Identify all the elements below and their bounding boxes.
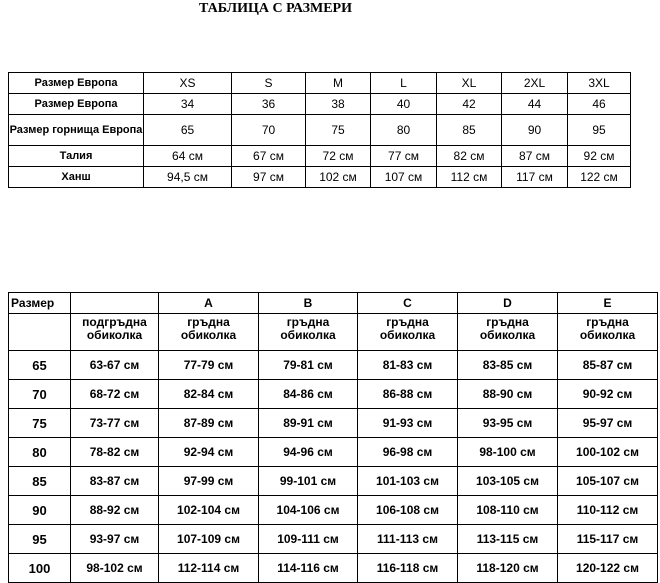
row-label: Размер Европа: [9, 73, 144, 94]
table-cell: 87 см: [502, 146, 568, 167]
underbust-value: 98-102 см: [71, 554, 159, 583]
band-size: 90: [9, 496, 71, 525]
bust-value: 107-109 см: [159, 525, 259, 554]
table-cell: 2XL: [502, 73, 568, 94]
underbust-value: 88-92 см: [71, 496, 159, 525]
bust-value: 85-87 см: [558, 351, 658, 380]
underbust-value: 93-97 см: [71, 525, 159, 554]
bust-value: 114-116 см: [259, 554, 358, 583]
table-cell: 107 см: [371, 167, 437, 188]
faint-watermark: [6, 250, 136, 274]
table-row: [9, 115, 631, 146]
empty-header: [71, 293, 159, 314]
bust-value: 94-96 см: [259, 438, 358, 467]
table-cell: 102 см: [306, 167, 371, 188]
bust-value: 97-99 см: [159, 467, 259, 496]
underbust-value: 68-72 см: [71, 380, 159, 409]
bust-value: 91-93 см: [358, 409, 458, 438]
cup-header: C: [358, 293, 458, 314]
table-row: [9, 496, 658, 525]
bust-value: 113-115 см: [458, 525, 558, 554]
bust-value: 95-97 см: [558, 409, 658, 438]
bust-header: гръдна обиколка: [458, 314, 558, 351]
bust-header: гръдна обиколка: [259, 314, 358, 351]
underbust-value: 83-87 см: [71, 467, 159, 496]
table-cell: 44: [502, 94, 568, 115]
band-size: 80: [9, 438, 71, 467]
bust-value: 103-105 см: [458, 467, 558, 496]
table-cell: 122 см: [568, 167, 631, 188]
bust-value: 98-100 см: [458, 438, 558, 467]
bust-value: 99-101 см: [259, 467, 358, 496]
bra-size-table: [8, 292, 658, 583]
band-size: 95: [9, 525, 71, 554]
bust-value: 77-79 см: [159, 351, 259, 380]
bust-value: 111-113 см: [358, 525, 458, 554]
table-cell: 46: [568, 94, 631, 115]
bust-header: гръдна обиколка: [358, 314, 458, 351]
table-cell: 70: [232, 115, 306, 146]
size-header: Размер: [9, 293, 71, 314]
table-cell: 117 см: [502, 167, 568, 188]
bust-value: 108-110 см: [458, 496, 558, 525]
table-row: [9, 167, 631, 188]
bust-value: 89-91 см: [259, 409, 358, 438]
table-cell: 90: [502, 115, 568, 146]
table-cell: L: [371, 73, 437, 94]
table-row: [9, 146, 631, 167]
bust-value: 81-83 см: [358, 351, 458, 380]
table-cell: 97 см: [232, 167, 306, 188]
bust-value: 118-120 см: [458, 554, 558, 583]
table-cell: XS: [144, 73, 232, 94]
bust-value: 120-122 см: [558, 554, 658, 583]
band-size: 85: [9, 467, 71, 496]
table-cell: 36: [232, 94, 306, 115]
table-cell: 75: [306, 115, 371, 146]
bust-value: 93-95 см: [458, 409, 558, 438]
bust-value: 101-103 см: [358, 467, 458, 496]
table-row: [9, 73, 631, 94]
bust-value: 104-106 см: [259, 496, 358, 525]
table-cell: 67 см: [232, 146, 306, 167]
table-cell: 92 см: [568, 146, 631, 167]
subheader-row: [9, 314, 658, 351]
bust-value: 105-107 см: [558, 467, 658, 496]
underbust-value: 63-67 см: [71, 351, 159, 380]
bust-value: 102-104 см: [159, 496, 259, 525]
table-cell: 95: [568, 115, 631, 146]
row-label: Размер горнища Европа: [9, 115, 144, 146]
bust-value: 115-117 см: [558, 525, 658, 554]
table-cell: 112 см: [437, 167, 502, 188]
table-cell: 80: [371, 115, 437, 146]
table-cell: 85: [437, 115, 502, 146]
bust-value: 96-98 см: [358, 438, 458, 467]
band-size: 100: [9, 554, 71, 583]
bust-value: 87-89 см: [159, 409, 259, 438]
table-cell: 42: [437, 94, 502, 115]
cup-header: A: [159, 293, 259, 314]
table-cell: 82 см: [437, 146, 502, 167]
table-row: [9, 438, 658, 467]
table-cell: 40: [371, 94, 437, 115]
table-cell: 64 см: [144, 146, 232, 167]
underbust-value: 78-82 см: [71, 438, 159, 467]
band-size: 75: [9, 409, 71, 438]
bust-value: 92-94 см: [159, 438, 259, 467]
table-row: [9, 94, 631, 115]
bust-value: 106-108 см: [358, 496, 458, 525]
table-row: [9, 554, 658, 583]
table-cell: 94,5 см: [144, 167, 232, 188]
page-title: ТАБЛИЦА С РАЗМЕРИ: [199, 1, 352, 16]
cup-header: D: [458, 293, 558, 314]
bust-value: 100-102 см: [558, 438, 658, 467]
faint-watermark: [6, 28, 136, 52]
table-cell: 34: [144, 94, 232, 115]
bust-value: 90-92 см: [558, 380, 658, 409]
table-row: [9, 525, 658, 554]
band-size: 65: [9, 351, 71, 380]
underbust-header: подгръдна обиколка: [71, 314, 159, 351]
table-row: [9, 380, 658, 409]
bust-value: 109-111 см: [259, 525, 358, 554]
row-label: Ханш: [9, 167, 144, 188]
bust-header: гръдна обиколка: [159, 314, 259, 351]
table-cell: 38: [306, 94, 371, 115]
eu-size-table: [8, 72, 631, 188]
table-cell: S: [232, 73, 306, 94]
table-row: [9, 351, 658, 380]
bust-value: 112-114 см: [159, 554, 259, 583]
table-cell: 3XL: [568, 73, 631, 94]
band-size: 70: [9, 380, 71, 409]
bust-value: 116-118 см: [358, 554, 458, 583]
bust-value: 86-88 см: [358, 380, 458, 409]
bust-value: 83-85 см: [458, 351, 558, 380]
underbust-value: 73-77 см: [71, 409, 159, 438]
table-row: [9, 467, 658, 496]
table-cell: XL: [437, 73, 502, 94]
header-row: [9, 293, 658, 314]
cup-header: B: [259, 293, 358, 314]
table-cell: M: [306, 73, 371, 94]
table-cell: 77 см: [371, 146, 437, 167]
table-row: [9, 409, 658, 438]
empty-subheader: [9, 314, 71, 351]
table-cell: 65: [144, 115, 232, 146]
bust-value: 82-84 см: [159, 380, 259, 409]
bust-value: 88-90 см: [458, 380, 558, 409]
table-cell: 72 см: [306, 146, 371, 167]
bust-value: 79-81 см: [259, 351, 358, 380]
row-label: Талия: [9, 146, 144, 167]
bust-value: 110-112 см: [558, 496, 658, 525]
cup-header: E: [558, 293, 658, 314]
bust-header: гръдна обиколка: [558, 314, 658, 351]
row-label: Размер Европа: [9, 94, 144, 115]
bust-value: 84-86 см: [259, 380, 358, 409]
